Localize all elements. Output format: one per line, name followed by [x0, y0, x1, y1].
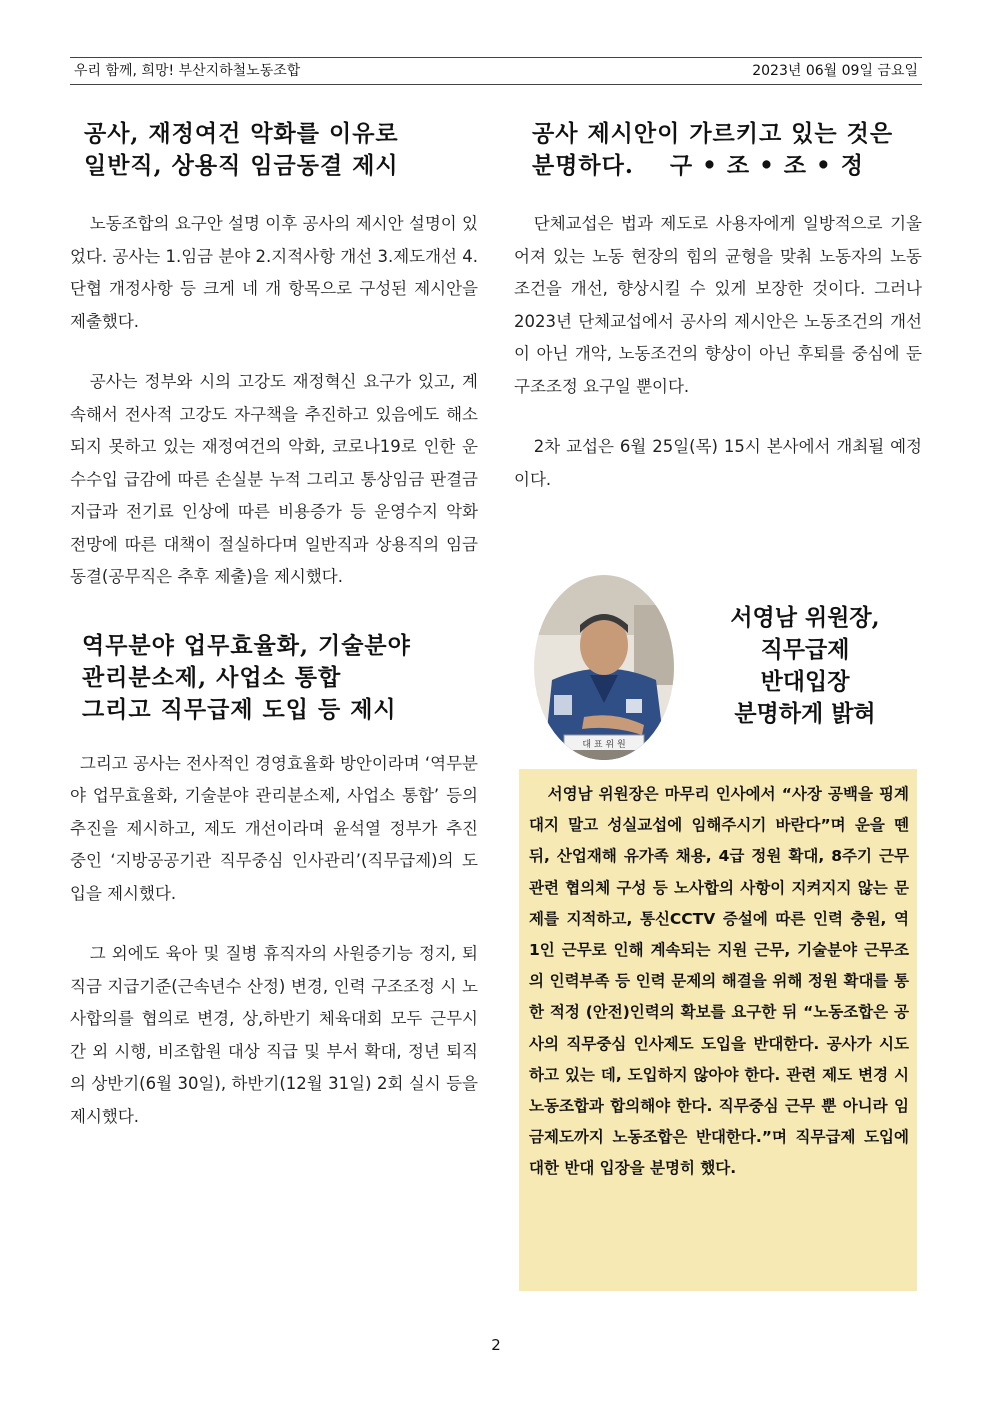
left-paragraph-2: 공사는 정부와 시의 고강도 재정혁신 요구가 있고, 계속해서 전사적 고강도 자구책을 추진하고 있음에도 해소되지 못하고 있는 재정여건의 악화, 코로나19로 인한 운수수입 급감에 따른 손실분 누적 그리고 통상임금 판결금 지급과 전기료 인상에 따른 비용증가 등 운영수지 악화 전망에 따른 대책이 절실하다며 일반직과 상용직의 임금 동결(공무직은 추후 제출)을 제시했다.: [70, 372, 478, 586]
left-paragraph-1: 노동조합의 요구안 설명 이후 공사의 제시안 설명이 있었다. 공사는 1.임금 분야 2.지적사항 개선 3.제도개선 4.단협 개정사항 등 크게 네 개 항목으로 구성된 제시안을 제출했다.: [70, 214, 478, 331]
page-header: [70, 57, 922, 85]
newsletter-title: 우리 함께, 희망! 부산지하철노동조합: [74, 63, 301, 79]
quote-text: 서영남 위원장은 마무리 인사에서 “사장 공백을 핑계대지 말고 성실교섭에 임해주시기 바란다”며 운을 뗀 뒤, 산업재해 유가족 채용, 4급 정원 확대, 8주기 근무 관련 협의체 구성 등 노사합의 사항이 지켜지지 않는 문제를 지적하고, 통신CCTV 증설에 따른 인력 충원, 역 1인 근무로 인해 계속되는 지원 근무, 기술분야 근무조의 인력부족 등 인력 문제의 해결을 위해 정원 확대를 통한 적정 (안전)인력의 확보를 요구한 뒤 “노동조합은 공사의 직무중심 인사제도 도입을 반대한다. 공사가 시도하고 있는 데, 도입하지 않아야 한다. 관련 제도 변경 시 노동조합과 합의해야 한다. 직무중심 근무 뿐 아니라 임금제도까지 노동조합은 반대한다.”며 직무급제 도입에 대한 반대 입장을 분명히 했다.: [529, 785, 909, 1178]
left-heading-1: 공사, 재정여건 악화를 이유로 일반직, 상용직 임금동결 제시: [84, 120, 399, 179]
nameplate-label: 대 표 위 원: [582, 740, 626, 750]
right-paragraph-1: 단체교섭은 법과 제도로 사용자에게 일방적으로 기울어져 있는 노동 현장의 힘의 균형을 맞춰 노동자의 노동조건을 개선, 향상시킬 수 있게 보장한 것이다. 그러나 2023년 단체교섭에서 공사의 제시안은 노동조건의 개선이 아닌 개악, 노동조건의 향상이 아닌 후퇴를 중심에 둔 구조조정 요구일 뿐이다.: [514, 214, 922, 396]
side-headline: 서영남 위원장, 직무급제 반대입장 분명하게 밝혀: [730, 604, 880, 727]
left-column: [70, 118, 478, 1133]
portrait-illustration: [534, 575, 674, 760]
right-column: [514, 118, 922, 496]
left-paragraph-4: 그 외에도 육아 및 질병 휴직자의 사원증기능 정지, 퇴직금 지급기준(근속년수 산정) 변경, 인력 구조조정 시 노사합의를 협의로 변경, 상,하반기 체육대회 모두 근무시간 외 시행, 비조합원 대상 직급 및 부서 확대, 정년 퇴직의 상반기(6월 30일), 하반기(12월 31일) 2회 실시 등을 제시했다.: [70, 944, 478, 1126]
page-number: 2: [491, 1336, 501, 1354]
left-heading-2: 역무분야 업무효율화, 기술분야 관리분소제, 사업소 통합 그리고 직무급제 도입 등 제시: [82, 631, 411, 723]
left-paragraph-3: 그리고 공사는 전사적인 경영효율화 방안이라며 ‘역무분야 업무효율화, 기술분야 관리분소제, 사업소 통합’ 등의 추진을 제시하고, 제도 개선이라며 윤석열 정부가 추진 중인 ‘지방공공기관 직무중심 인사관리’(직무급제)의 도입을 제시했다.: [70, 753, 478, 903]
right-paragraph-2: 2차 교섭은 6월 25일(목) 15시 본사에서 개최될 예정이다.: [514, 437, 922, 489]
quote-box: [519, 769, 917, 1291]
issue-date: 2023년 06월 09일 금요일: [752, 63, 918, 79]
chairman-portrait: [534, 575, 674, 760]
right-heading-1: 공사 제시안이 가르키고 있는 것은 분명하다. 구 • 조 • 조 • 정: [532, 120, 894, 179]
